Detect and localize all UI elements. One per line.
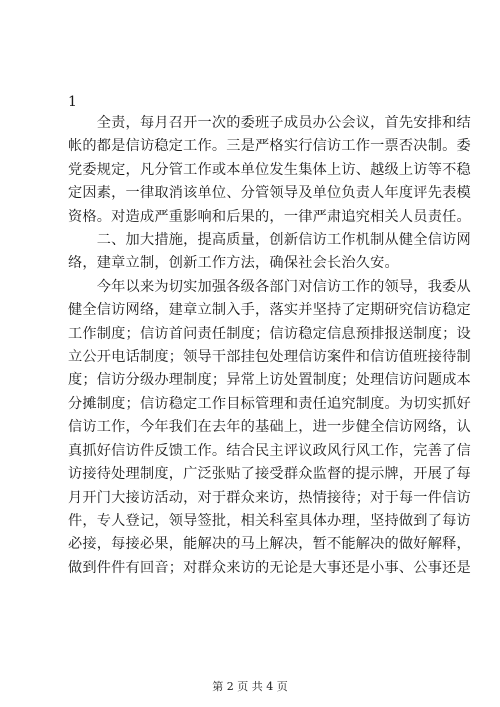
- text-line: 全责，每月召开一次的委班子成员办公会议，首先安排和结: [68, 115, 471, 131]
- text-line: 做到件件有回音；对群众来访的无论是大事还是小事、公事还是: [68, 559, 471, 576]
- text-line: 资格。对造成严重影响和后果的，一律严肃追究相关人员责任。: [68, 208, 471, 225]
- page-marker: 1: [68, 94, 77, 110]
- text-line: 月开门大接访活动，对于群众来访，热情接待；对于每一件信访: [68, 489, 471, 506]
- text-line: 今年以来为切实加强各级各部门对信访工作的领导，我委从: [68, 278, 471, 295]
- text-line: 访接待处理制度，广泛张贴了接受群众监督的提示牌，开展了每: [68, 466, 471, 483]
- text-line: 信访工作，今年我们在去年的基础上，进一步健全信访网络，认: [68, 419, 471, 436]
- text-line: 定因素，一律取消该单位、分管领导及单位负责人年度评先表模: [68, 185, 471, 202]
- text-line: 立公开电话制度；领导干部挂包处理信访案件和信访值班接待制: [68, 349, 471, 366]
- text-line: 健全信访网络，建章立制入手，落实并坚持了定期研究信访稳定: [68, 302, 471, 319]
- text-line: 工作制度；信访首问责任制度；信访稳定信息预排报送制度；设: [68, 325, 471, 342]
- text-line: 帐的都是信访稳定工作。三是严格实行信访工作一票否决制。委: [68, 138, 471, 155]
- text-line: 分摊制度；信访稳定工作目标管理和责任追究制度。为切实抓好: [68, 395, 471, 412]
- text-line: 党委规定，凡分管工作或本单位发生集体上访、越级上访等不稳: [68, 161, 471, 178]
- text-line: 络，建章立制，创新工作方法，确保社会长治久安。: [68, 255, 399, 272]
- body-text: [68, 112, 471, 580]
- text-line: 必接，每接必果，能解决的马上解决，暂不能解决的做好解释，: [68, 536, 471, 553]
- text-line: 二、加大措施，提高质量，创新信访工作机制从健全信访网: [68, 232, 471, 249]
- text-line: 真抓好信访件反馈工作。结合民主评议政风行风工作，完善了信: [68, 442, 471, 459]
- text-line: 件，专人登记，领导签批，相关科室具体办理，坚持做到了每访: [68, 512, 471, 529]
- page-footer: 第 2 页 共 4 页: [212, 680, 288, 693]
- text-line: 度；信访分级办理制度；异常上访处置制度；处理信访问题成本: [68, 372, 471, 389]
